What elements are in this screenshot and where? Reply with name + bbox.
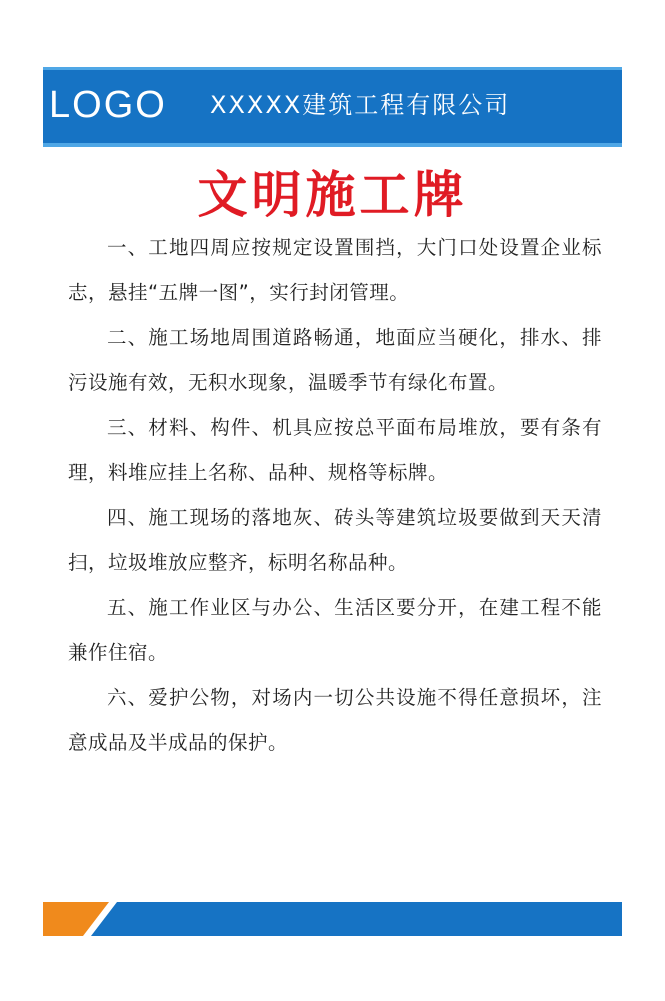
- rule-item: 六、爱护公物，对场内一切公共设施不得任意损坏，注意成品及半成品的保护。: [68, 686, 602, 754]
- rule-item: 一、工地四周应按规定设置围挡，大门口处设置企业标志，悬挂“五牌一图”，实行封闭管理。: [68, 236, 602, 304]
- rule-item: 三、材料、构件、机具应按总平面布局堆放，要有条有理，料堆应挂上名称、品种、规格等标牌。: [68, 416, 602, 484]
- rules-list: [68, 225, 602, 765]
- header-banner: [43, 67, 622, 147]
- rule-item: 五、施工作业区与办公、生活区要分开，在建工程不能兼作住宿。: [68, 596, 602, 664]
- logo: LOGO: [49, 84, 167, 126]
- footer-banner: [43, 902, 622, 936]
- rule-item: 四、施工现场的落地灰、砖头等建筑垃圾要做到天天清扫，垃圾堆放应整齐，标明名称品种。: [68, 506, 602, 574]
- page-title: 文明施工牌: [197, 166, 468, 224]
- footer-blue-stripe: [91, 902, 622, 936]
- company-name: XXXXX建筑工程有限公司: [210, 91, 511, 119]
- rule-item: 二、施工场地周围道路畅通，地面应当硬化，排水、排污设施有效，无积水现象，温暖季节有绿化布置。: [68, 326, 602, 394]
- header-accent-line: [43, 67, 622, 70]
